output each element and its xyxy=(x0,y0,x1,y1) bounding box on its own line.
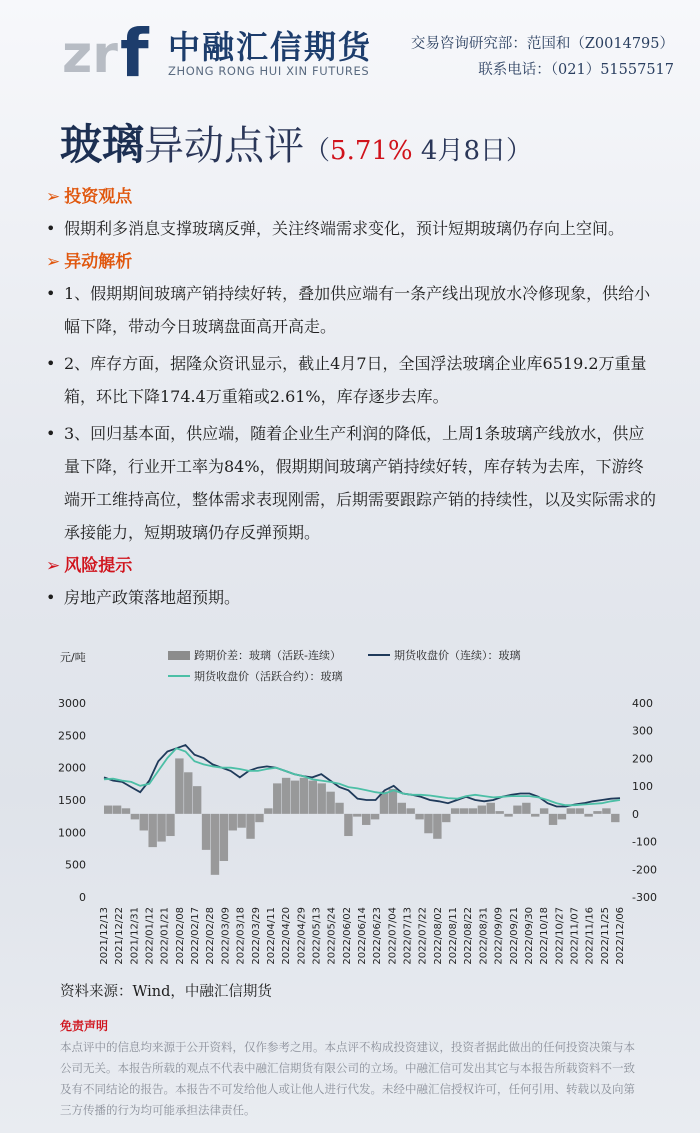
spread-bar xyxy=(220,814,228,861)
spread-bar xyxy=(478,806,486,814)
spread-bar xyxy=(166,814,174,836)
analysis-text: 2、库存方面，据隆众资讯显示，截止4月7日，全国浮法玻璃企业库6519.2万重量箱，环比下降174.4万重箱或2.61%，库存逐步去库。 xyxy=(64,354,647,406)
x-axis-tick-label: 2022/02/28 xyxy=(205,907,217,965)
spread-bar xyxy=(229,814,237,831)
right-axis-tick-label: 300 xyxy=(632,724,653,738)
x-axis-tick-label: 2021/12/22 xyxy=(114,907,126,965)
data-source: 资料来源：Wind，中融汇信期货 xyxy=(60,984,272,1000)
legend-label-active: 期货收盘价（活跃合约）：玻璃 xyxy=(194,670,343,683)
spread-bar xyxy=(495,811,503,814)
left-axis-tick-label: 3000 xyxy=(58,697,86,710)
title-open-paren: （ xyxy=(304,136,331,166)
spread-bar xyxy=(415,814,423,820)
right-axis-tick-label: 400 xyxy=(632,697,653,710)
x-axis-tick-label: 2022/12/06 xyxy=(615,907,626,965)
x-axis-tick-label: 2022/03/09 xyxy=(220,907,232,965)
spread-bar xyxy=(576,808,584,814)
spread-bar xyxy=(433,814,441,839)
spread-bar xyxy=(442,814,450,822)
right-axis-tick-label: 0 xyxy=(632,807,639,821)
spread-bar xyxy=(264,808,272,814)
x-axis-tick-label: 2022/02/08 xyxy=(174,907,186,965)
spread-bar xyxy=(344,814,352,836)
disclaimer-text: 本点评中的信息均来源于公开资料，仅作参考之用。本点评不构成投资建议，投资者据此做出的任何投资决策与本公司无关。本报告所载的观点不代表中融汇信期货有限公司的立场。中融汇信可发出其它与本报告所载资料不一致及有不同结论的报告。本报告不可发给他人或让他人进行代发。未经中融汇信授权许可，任何引用、转载以及向第三方传播的行为均可能承担法律责任。 xyxy=(60,1040,635,1117)
spread-bar xyxy=(487,803,495,814)
spread-bar xyxy=(398,803,406,814)
arrow-icon: ➢ xyxy=(46,252,61,272)
arrow-icon: ➢ xyxy=(46,187,61,207)
section-title-view xyxy=(46,182,656,212)
spread-bar xyxy=(246,814,254,839)
spread-bar xyxy=(300,778,308,814)
spread-bar xyxy=(513,806,521,814)
legend-label-continuous: 期货收盘价（连续）：玻璃 xyxy=(394,649,521,662)
bullet-icon: • xyxy=(46,424,56,443)
spread-bar xyxy=(211,814,219,875)
spread-bar xyxy=(291,781,299,814)
x-axis-tick-label: 2022/01/12 xyxy=(144,907,156,965)
left-axis-tick-label: 1000 xyxy=(58,826,86,840)
x-axis-tick-label: 2022/11/16 xyxy=(584,907,596,965)
spread-bar xyxy=(531,814,539,817)
spread-bar xyxy=(549,814,557,825)
right-axis-tick-label: -200 xyxy=(632,863,657,877)
spread-bar xyxy=(353,814,361,817)
spread-bar xyxy=(611,814,619,822)
x-axis-tick-label: 2022/06/14 xyxy=(357,907,368,965)
x-axis-tick-label: 2022/07/22 xyxy=(417,907,429,965)
spread-bar xyxy=(202,814,210,850)
spread-bar xyxy=(148,814,156,847)
company-logo-icon xyxy=(62,18,162,82)
section-title-analysis xyxy=(46,247,656,277)
spread-bar xyxy=(406,808,414,814)
x-axis-tick-label: 2022/09/09 xyxy=(493,907,505,965)
analysis-text: 3、回归基本面，供应端，随着企业生产利润的降低，上周1条玻璃产线放水，供应量下降，行业开工率为84%，假期期间玻璃产销持续好转，库存转为去库，下游终端开工维持高位，整体需求表现刚需，后期需要跟踪产销的持续性，以及实际需求的承接能力，短期玻璃仍存反弹预期。 xyxy=(64,424,657,542)
svg-text:f: f xyxy=(120,18,149,82)
left-axis-tick-label: 0 xyxy=(79,891,86,904)
spread-bar xyxy=(193,786,201,814)
x-axis-tick-label: 2022/10/18 xyxy=(539,907,551,965)
title-product: 玻璃 xyxy=(60,120,145,169)
x-axis-tick-label: 2022/06/02 xyxy=(341,907,353,965)
spread-bar xyxy=(451,808,459,814)
x-axis-tick-label: 2022/03/18 xyxy=(235,907,247,965)
left-axis-tick-label: 2000 xyxy=(58,761,86,775)
svg-text:zr: zr xyxy=(62,25,118,82)
spread-bar xyxy=(140,814,148,831)
spread-bar xyxy=(371,814,379,820)
spread-bar xyxy=(602,808,610,814)
spread-bar xyxy=(273,783,281,813)
title-type: 异动点评 xyxy=(144,123,305,169)
spread-bar xyxy=(460,808,468,814)
spread-bar xyxy=(282,778,290,814)
contact-department: 交易咨询研究部：范国和（Z0014795） xyxy=(410,36,674,52)
x-axis-tick-label: 2022/09/30 xyxy=(523,907,535,965)
spread-bar xyxy=(593,811,601,814)
price-chart xyxy=(50,645,662,985)
spread-bar xyxy=(255,814,263,822)
x-axis-tick-label: 2022/07/13 xyxy=(402,907,414,965)
arrow-icon: ➢ xyxy=(46,556,61,576)
analysis-item xyxy=(46,277,656,343)
x-axis-tick-label: 2022/04/29 xyxy=(296,907,308,965)
spread-bar xyxy=(309,781,317,814)
left-axis-tick-label: 1500 xyxy=(58,794,86,807)
section-title-text: 投资观点 xyxy=(64,187,133,207)
contact-phone: 联系电话：（021）51557517 xyxy=(478,62,674,78)
spread-bar xyxy=(540,808,548,814)
spread-bar xyxy=(131,814,139,820)
section-title-text: 异动解析 xyxy=(64,252,133,272)
right-axis-tick-label: 200 xyxy=(632,752,653,766)
bullet-icon: • xyxy=(46,354,56,373)
x-axis-tick-label: 2022/08/02 xyxy=(432,907,444,965)
x-axis-tick-label: 2022/07/04 xyxy=(387,907,399,965)
x-axis-tick-label: 2022/11/25 xyxy=(599,907,611,965)
section-title-text: 风险提示 xyxy=(64,556,133,576)
company-name-en: ZHONG RONG HUI XIN FUTURES xyxy=(168,64,370,78)
spread-bar xyxy=(122,808,130,814)
spread-bar xyxy=(504,814,512,817)
bullet-icon: • xyxy=(46,219,56,238)
legend-label-spread: 跨期价差：玻璃（活跃-连续） xyxy=(194,649,341,662)
right-axis-tick-label: 100 xyxy=(632,780,653,794)
risk-paragraph xyxy=(46,581,656,614)
x-axis-tick-label: 2021/12/13 xyxy=(99,907,110,965)
title-date: 4月8日） xyxy=(412,136,532,166)
spread-bar xyxy=(469,808,477,814)
risk-text: 房地产政策落地超预期。 xyxy=(64,588,241,607)
x-axis-tick-label: 2022/08/22 xyxy=(463,907,475,965)
page-title xyxy=(60,112,532,172)
legend-swatch-spread xyxy=(168,651,190,660)
analysis-text: 1、假期期间玻璃产销持续好转，叠加供应端有一条产线出现放水冷修现象，供给小幅下降，带动今日玻璃盘面高开高走。 xyxy=(64,284,651,336)
x-axis-tick-label: 2022/08/11 xyxy=(448,907,460,965)
x-axis-tick-label: 2022/11/07 xyxy=(569,907,581,965)
spread-bar xyxy=(157,814,165,842)
analysis-item xyxy=(46,347,656,413)
x-axis-tick-label: 2022/06/23 xyxy=(372,907,384,965)
spread-bar xyxy=(389,789,397,814)
disclaimer-title: 免责声明 xyxy=(60,1019,109,1033)
company-name: 中融汇信期货 xyxy=(168,28,373,66)
spread-bar xyxy=(567,808,575,814)
x-axis-tick-label: 2022/10/27 xyxy=(554,907,566,965)
section-title-risk xyxy=(46,551,656,581)
right-axis-tick-label: -300 xyxy=(632,891,657,904)
x-axis-tick-label: 2022/02/17 xyxy=(190,907,202,965)
x-axis-tick-label: 2022/05/13 xyxy=(311,907,323,965)
x-axis-tick-label: 2022/08/31 xyxy=(478,907,490,965)
x-axis-tick-label: 2022/04/20 xyxy=(281,907,293,965)
analysis-item xyxy=(46,417,656,549)
spread-bar xyxy=(362,814,370,825)
right-axis-tick-label: -100 xyxy=(632,835,657,849)
left-axis-tick-label: 500 xyxy=(65,858,86,872)
x-axis-tick-label: 2022/09/21 xyxy=(508,907,520,965)
view-text: 假期利多消息支撑玻璃反弹，关注终端需求变化，预计短期玻璃仍存向上空间。 xyxy=(64,219,625,238)
price-chart-svg xyxy=(50,645,662,985)
left-axis-tick-label: 2500 xyxy=(58,729,86,743)
spread-bar xyxy=(424,814,432,833)
spread-bar xyxy=(237,814,245,828)
spread-bar xyxy=(335,803,343,814)
title-change-pct: 5.71% xyxy=(330,136,413,166)
x-axis-tick-label: 2022/04/11 xyxy=(265,907,277,965)
spread-bar xyxy=(326,792,334,814)
spread-bar xyxy=(175,758,183,813)
bullet-icon: • xyxy=(46,284,56,303)
y-axis-unit-label: 元/吨 xyxy=(60,651,86,664)
spread-bar xyxy=(318,783,326,813)
x-axis-tick-label: 2022/03/29 xyxy=(250,907,262,965)
spread-bar xyxy=(522,803,530,814)
spread-bar xyxy=(184,772,192,814)
report-body xyxy=(46,178,656,614)
spread-bar xyxy=(584,814,592,817)
x-axis-tick-label: 2022/01/21 xyxy=(159,907,171,965)
x-axis-tick-label: 2022/05/24 xyxy=(326,907,338,965)
x-axis-tick-label: 2021/12/31 xyxy=(129,907,141,965)
spread-bar xyxy=(558,814,566,820)
header xyxy=(0,0,700,100)
view-paragraph xyxy=(46,212,656,245)
bullet-icon: • xyxy=(46,588,56,607)
spread-bar xyxy=(113,806,121,814)
spread-bar xyxy=(104,806,112,814)
